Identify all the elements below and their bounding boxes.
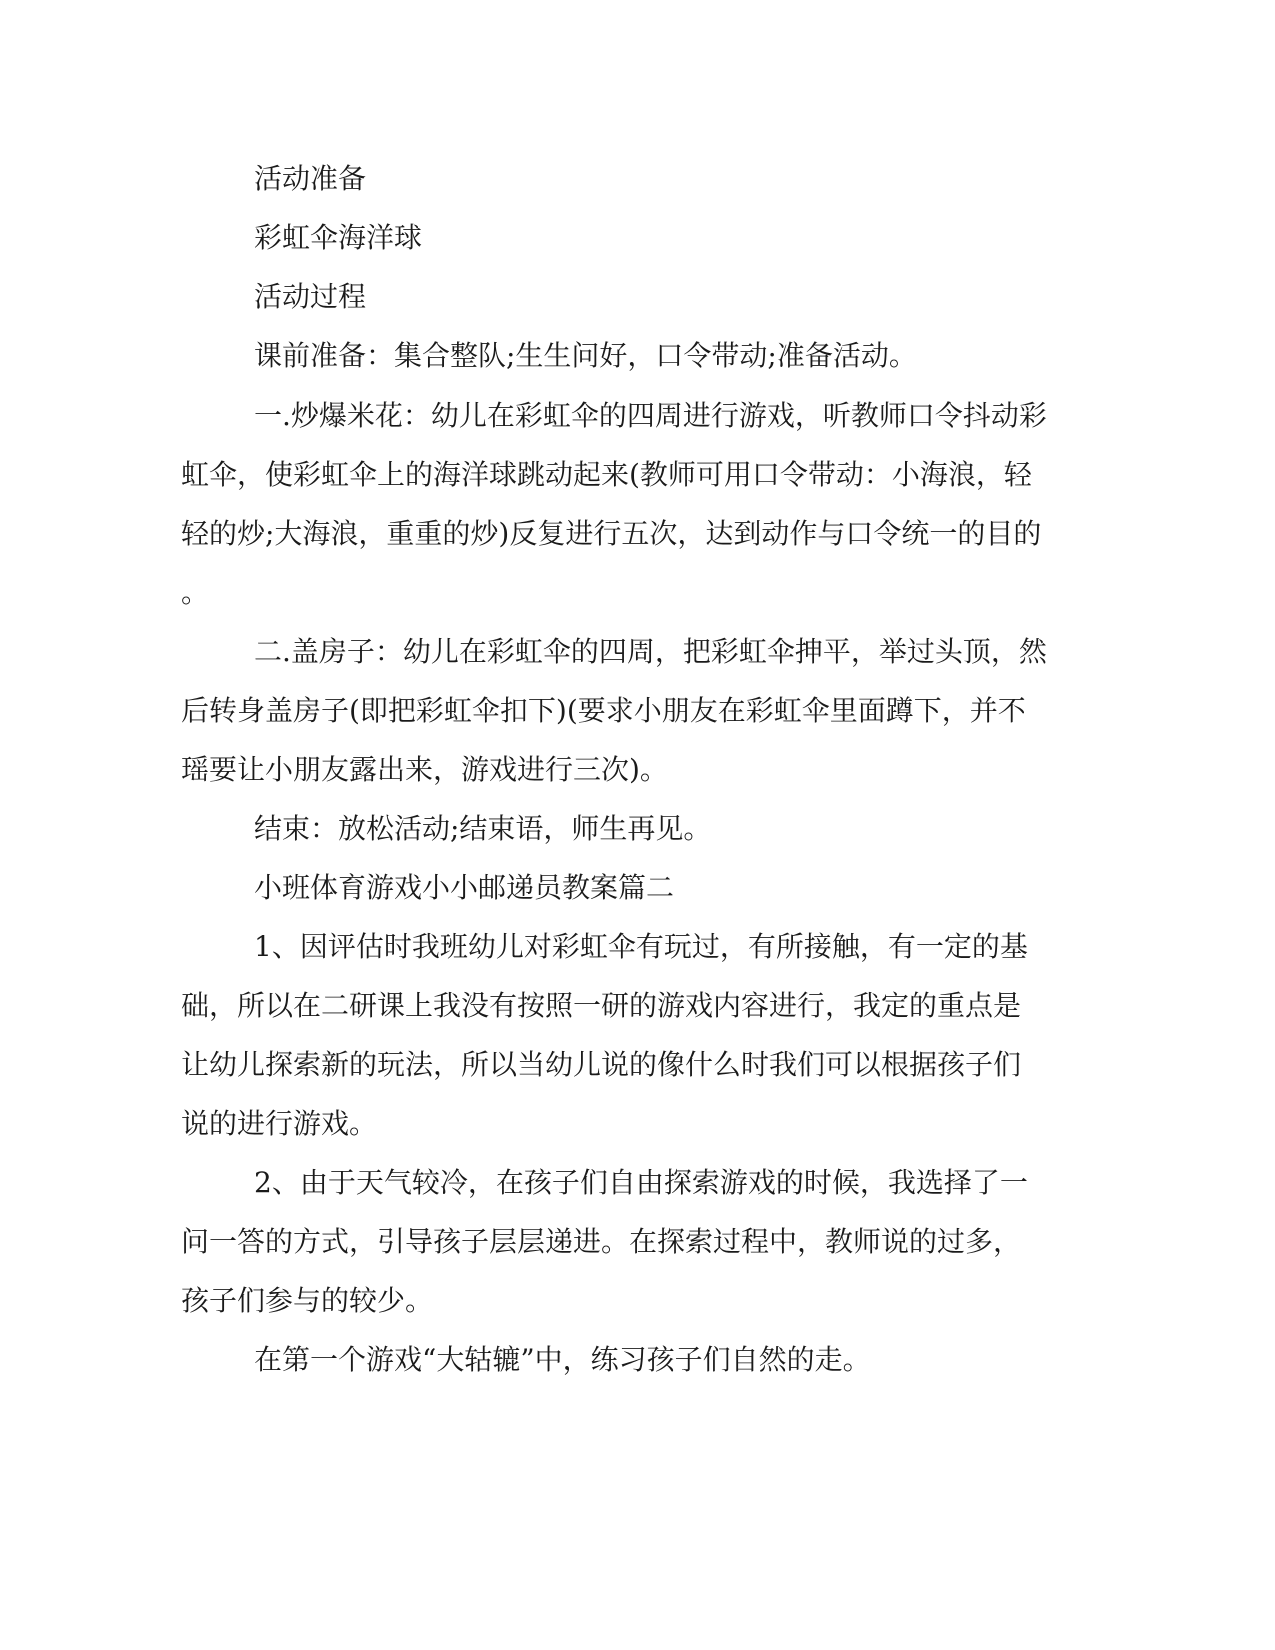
text-pre-class: 课前准备：集合整队;生生问好，口令带动;准备活动。 [254,339,917,372]
paragraph-house-line-2: 后转身盖房子(即把彩虹伞扣下)(要求小朋友在彩虹伞里面蹲下，并不 [181,694,1026,727]
paragraph-reflection-1-line-4: 说的进行游戏。 [181,1107,378,1140]
paragraph-popcorn-line-4: 。 [181,576,210,609]
paragraph-reflection-1-line-2: 础，所以在二研课上我没有按照一研的游戏内容进行，我定的重点是 [181,989,1022,1022]
heading-activity-process: 活动过程 [254,280,367,313]
paragraph-first-game: 在第一个游戏“大轱辘”中，练习孩子们自然的走。 [254,1343,871,1376]
text-ending: 结束：放松活动;结束语，师生再见。 [254,812,712,845]
paragraph-house-line-3: 瑶要让小朋友露出来，游戏进行三次)。 [181,753,668,786]
paragraph-popcorn-line-2: 虹伞，使彩虹伞上的海洋球跳动起来(教师可用口令带动：小海浪，轻 [181,458,1032,491]
paragraph-house-line-1: 二.盖房子：幼儿在彩虹伞的四周，把彩虹伞抻平，举过头顶，然 [254,635,1047,668]
paragraph-reflection-2-line-2: 问一答的方式，引导孩子层层递进。在探索过程中，教师说的过多， [181,1225,1022,1258]
section-title-part-two: 小班体育游戏小小邮递员教案篇二 [254,871,675,904]
paragraph-reflection-2-line-3: 孩子们参与的较少。 [181,1284,434,1317]
paragraph-popcorn-line-1: 一.炒爆米花：幼儿在彩虹伞的四周进行游戏，听教师口令抖动彩 [254,399,1047,432]
text-materials: 彩虹伞海洋球 [254,221,423,254]
paragraph-popcorn-line-3: 轻的炒;大海浪，重重的炒)反复进行五次，达到动作与口令统一的目的 [181,517,1042,550]
heading-activity-prep: 活动准备 [254,162,367,195]
paragraph-reflection-1-line-1: 1、因评估时我班幼儿对彩虹伞有玩过，有所接触，有一定的基 [254,930,1028,963]
paragraph-reflection-1-line-3: 让幼儿探索新的玩法，所以当幼儿说的像什么时我们可以根据孩子们 [181,1048,1022,1081]
paragraph-reflection-2-line-1: 2、由于天气较冷，在孩子们自由探索游戏的时候，我选择了一 [254,1166,1028,1199]
